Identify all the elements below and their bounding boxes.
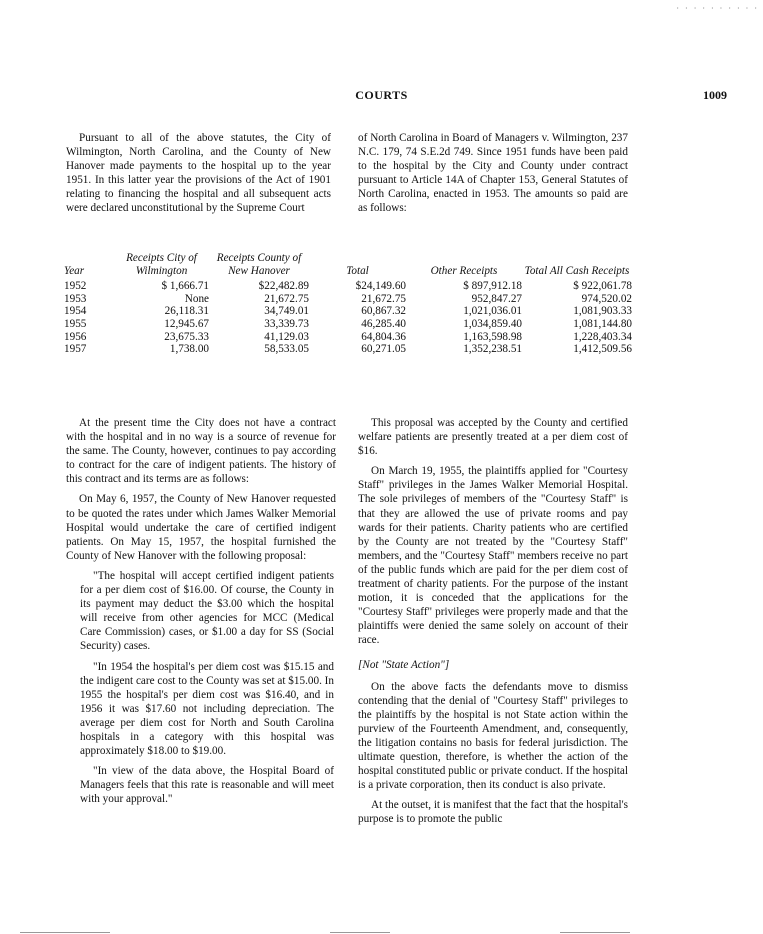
cell-city: 1,738.00 [169,343,209,356]
cell-city: 12,945.67 [164,317,209,330]
intro-paragraph-right: of North Carolina in Board of Managers v. Wilmington, 237 N.C. 179, 74 S.E.2d 749. Since 1951 funds have been paid to the hospital by the City and County under contract pursuant to Article 14A of Chapter 153, General Statutes of North Carolina, enacted in 1953. The amounts so paid are as follows: [358,132,628,215]
cell-total: 21,672.75 [361,292,406,305]
cell-all-cash: 974,520.02 [581,292,632,305]
block-quote-paragraph: "In 1954 the hospital's per diem cost was $15.15 and the indigent care cost to the County was set at $15.00. In 1955 the hospital's per diem cost was $16.40, and in 1956 it was $17.60 not including depreciation. The average per diem cost for North and South Carolina hospitals in a category with this hospital was approximately $18.00 to $19.00. [80,660,334,758]
table-row [64,318,632,331]
cell-all-cash: 1,228,403.34 [573,330,632,343]
body-column-right [358,416,628,833]
cell-year: 1952 [64,280,87,293]
cell-county: 34,749.01 [264,305,309,318]
cell-year: 1954 [64,305,87,318]
receipts-table-body [64,280,632,356]
cell-all-cash: 1,412,509.56 [573,343,632,356]
table-row [64,280,632,293]
block-quote-paragraph: "In view of the data above, the Hospital Board of Managers feels that this rate is reasonable and will meet with your approval." [80,765,334,806]
cell-all-cash: 1,081,144.80 [573,317,632,330]
cell-all-cash: $ 922,061.78 [573,280,632,293]
body-paragraph: At the outset, it is manifest that the fact that the hospital's purpose is to promote the public [358,799,628,826]
cell-city: None [184,292,209,305]
intro-paragraph-left: Pursuant to all of the above statutes, the City of Wilmington, North Carolina, and the County of New Hanover made payments to the hospital up to the year 1951. In this latter year the provisions of the Act of 1901 relating to financing the hospital and all subsequent acts were declared unconstitutional by the Supreme Court [66,132,331,215]
table-row [64,331,632,344]
body-paragraph: This proposal was accepted by the County and certified welfare patients are presently treated at a per diem cost of $16. [358,417,628,458]
table-row [64,305,632,318]
cell-other: 1,021,036.01 [463,305,522,318]
col-header-total: Total [346,264,369,277]
cell-city: 23,675.33 [164,330,209,343]
body-paragraph: On March 19, 1955, the plaintiffs applied for "Courtesy Staff" privileges in the James Walker Memorial Hospital. The sole privileges of members of the "Courtesy Staff" is that they are allowed the use of private rooms and pay wards for their patients. Charity patients who are certified by the County are not treated by the "Courtesy Staff" members, and the "Courtesy Staff" members receive no part of the public funds which are paid for the per diem cost of treatment of charity patients. For the purpose of the instant motion, it is conceded that the applications for the "Courtesy Staff" privileges were properly made and that the plaintiffs were denied the same solely on account of their race. [358,465,628,647]
cell-total: $24,149.60 [355,280,406,293]
block-quote-paragraph: "The hospital will accept certified indigent patients for a per diem cost of $16.00. Of course, the County in its payment may deduct the $3.00 which the hospital will receive from other agencies for MCC (Medical Care Commission) cases, or $1.00 a day for SS (Social Security) cases. [80,569,334,653]
cell-other: 952,847.27 [471,292,522,305]
cell-year: 1957 [64,343,87,356]
cell-city: 26,118.31 [164,305,209,318]
cell-county: 21,672.75 [264,292,309,305]
cell-total: 60,867.32 [361,305,406,318]
cell-county: 33,339.73 [264,317,309,330]
running-head: COURTS [355,88,408,102]
cell-other: 1,034,859.40 [463,317,522,330]
body-column-left [66,416,336,812]
col-header-year: Year [64,264,85,277]
cell-total: 64,804.36 [361,330,406,343]
cell-other: $ 897,912.18 [463,280,522,293]
scan-edge-line [560,932,630,933]
page-number: 1009 [703,88,727,102]
col-header-county: Receipts County of New Hanover [216,252,302,277]
col-header-other: Other Receipts [430,264,498,277]
cell-year: 1956 [64,330,87,343]
table-header-row [64,252,632,280]
table-row [64,293,632,306]
scan-edge-line [330,932,390,933]
body-paragraph: At the present time the City does not have a contract with the hospital and in no way is a source of revenue for the same. The County, however, continues to pay according to contract for the care of indigent patients. The history of this contract and its terms are as follows: [66,417,336,486]
cell-other: 1,352,238.51 [463,343,522,356]
col-header-all-cash: Total All Cash Receipts [524,264,630,277]
body-paragraph: On the above facts the defendants move to dismiss contending that the denial of "Courtesy Staff" privileges to the plaintiffs by the hospital is not State action within the purview of the Fourteenth Amendment, and, consequently, the litigation contains no basis for federal jurisdiction. The ultimate question, therefore, is whether the action of the hospital constituted public or private conduct. If the hospital is a private corporation, then its conduct is also private. [358,680,628,792]
scan-artifact: · · · · · · · · · · [676,4,759,13]
cell-county: 58,533.05 [264,343,309,356]
body-paragraph: On May 6, 1957, the County of New Hanover requested to be quoted the rates under which James Walker Memorial Hospital would undertake the care of certified indigent patients. On May 15, 1957, the hospital furnished the County of New Hanover with the following proposal: [66,493,336,562]
table-row [64,343,632,356]
cell-year: 1953 [64,292,87,305]
cell-total: 60,271.05 [361,343,406,356]
cell-county: 41,129.03 [264,330,309,343]
intro-column-right [358,131,628,222]
intro-column-left [66,131,331,222]
receipts-table [64,252,632,356]
col-header-city: Receipts City of Wilmington [126,252,197,277]
scan-edge-line [20,932,110,933]
cell-city: $ 1,666.71 [161,280,209,293]
cell-county: $22,482.89 [258,280,309,293]
cell-all-cash: 1,081,903.33 [573,305,632,318]
cell-other: 1,163,598.98 [463,330,522,343]
cell-year: 1955 [64,317,87,330]
section-heading: [Not "State Action"] [358,658,450,671]
cell-total: 46,285.40 [361,317,406,330]
